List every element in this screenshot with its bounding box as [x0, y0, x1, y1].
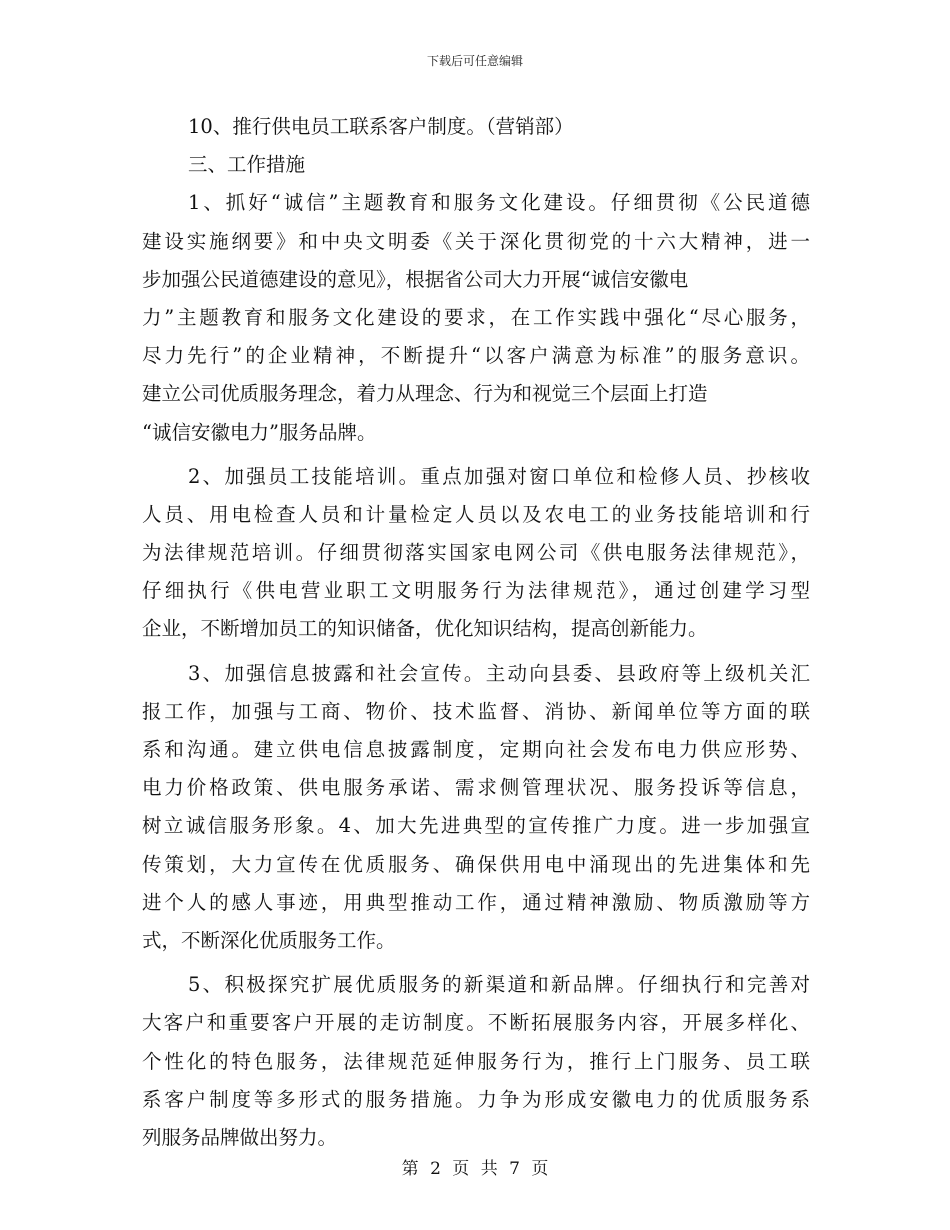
text-line: 人员、用电检查人员和计量检定人员以及农电工的业务技能培训和行 — [142, 502, 810, 526]
text-line: 3、加强信息披露和社会宣传。主动向县委、县政府等上级机关汇 — [188, 661, 810, 685]
text-line: 电力价格政策、供电服务承诺、需求侧管理状况、服务投诉等信息， — [142, 776, 810, 800]
text-line: 进个人的感人事迹，用典型推动工作，通过精神激励、物质激励等方 — [142, 890, 810, 914]
text-line: 报工作，加强与工商、物价、技术监督、消协、新闻单位等方面的联 — [142, 699, 810, 723]
text-line: 个性化的特色服务，法律规范延伸服务行为，推行上门服务、员工联 — [142, 1049, 810, 1073]
text-line: 5、积极探究扩展优质服务的新渠道和新品牌。仔细执行和完善对 — [188, 973, 810, 997]
text-line: 系客户制度等多形式的服务措施。力争为形成安徽电力的优质服务系 — [142, 1087, 810, 1111]
paragraph — [142, 184, 810, 451]
text-line: 步加强公民道德建设的意见》，根据省公司大力开展“诚信安徽电 — [142, 267, 689, 291]
text-line: 10、推行供电员工联系客户制度。（营销部） — [188, 115, 574, 138]
text-line: 仔细执行《供电营业职工文明服务行为法律规范》，通过创建学习型 — [142, 579, 810, 603]
paragraph — [142, 655, 810, 961]
text-line: 树立诚信服务形象。4、加大先进典型的宣传推广力度。进一步加强宣 — [142, 814, 810, 838]
text-line: 大客户和重要客户开展的走访制度。不断拓展服务内容，开展多样化、 — [142, 1011, 810, 1035]
page-footer: 第 2 页 共 7 页 — [401, 1159, 549, 1179]
text-line: 建立公司优质服务理念，着力从理念、行为和视觉三个层面上打造 — [142, 382, 708, 406]
section-heading — [142, 146, 810, 184]
text-line: 式，不断深化优质服务工作。 — [142, 928, 396, 952]
page-header: 下载后可任意编辑 — [426, 54, 523, 68]
text-line: 1、抓好“诚信”主题教育和服务文化建设。仔细贯彻《公民道德 — [188, 191, 810, 215]
paragraph — [142, 966, 810, 1157]
text-line: 列服务品牌做出努力。 — [142, 1125, 338, 1149]
text-line: 为法律规范培训。仔细贯彻落实国家电网公司《供电服务法律规范》， — [142, 541, 810, 565]
text-line: 2、加强员工技能培训。重点加强对窗口单位和检修人员、抄核收 — [188, 464, 810, 488]
text-line: 建设实施纲要》和中央文明委《关于深化贯彻党的十六大精神，进一 — [142, 229, 810, 253]
text-line: 企业，不断增加员工的知识储备，优化知识结构，提高创新能力。 — [142, 617, 708, 641]
paragraph — [142, 108, 810, 146]
document-body — [142, 108, 810, 1157]
text-line: 力”主题教育和服务文化建设的要求，在工作实践中强化“尽心服务， — [142, 305, 810, 329]
text-line: 系和沟通。建立供电信息披露制度，定期向社会发布电力供应形势、 — [142, 738, 810, 761]
text-line: 传策划，大力宣传在优质服务、确保供用电中涌现出的先进集体和先 — [142, 852, 810, 876]
text-line: 尽力先行”的企业精神，不断提升“以客户满意为标准”的服务意识。 — [142, 344, 810, 368]
paragraph — [142, 458, 810, 649]
text-line: “诚信安徽电力”服务品牌。 — [142, 420, 377, 444]
text-line: 三、工作措施 — [188, 153, 306, 177]
